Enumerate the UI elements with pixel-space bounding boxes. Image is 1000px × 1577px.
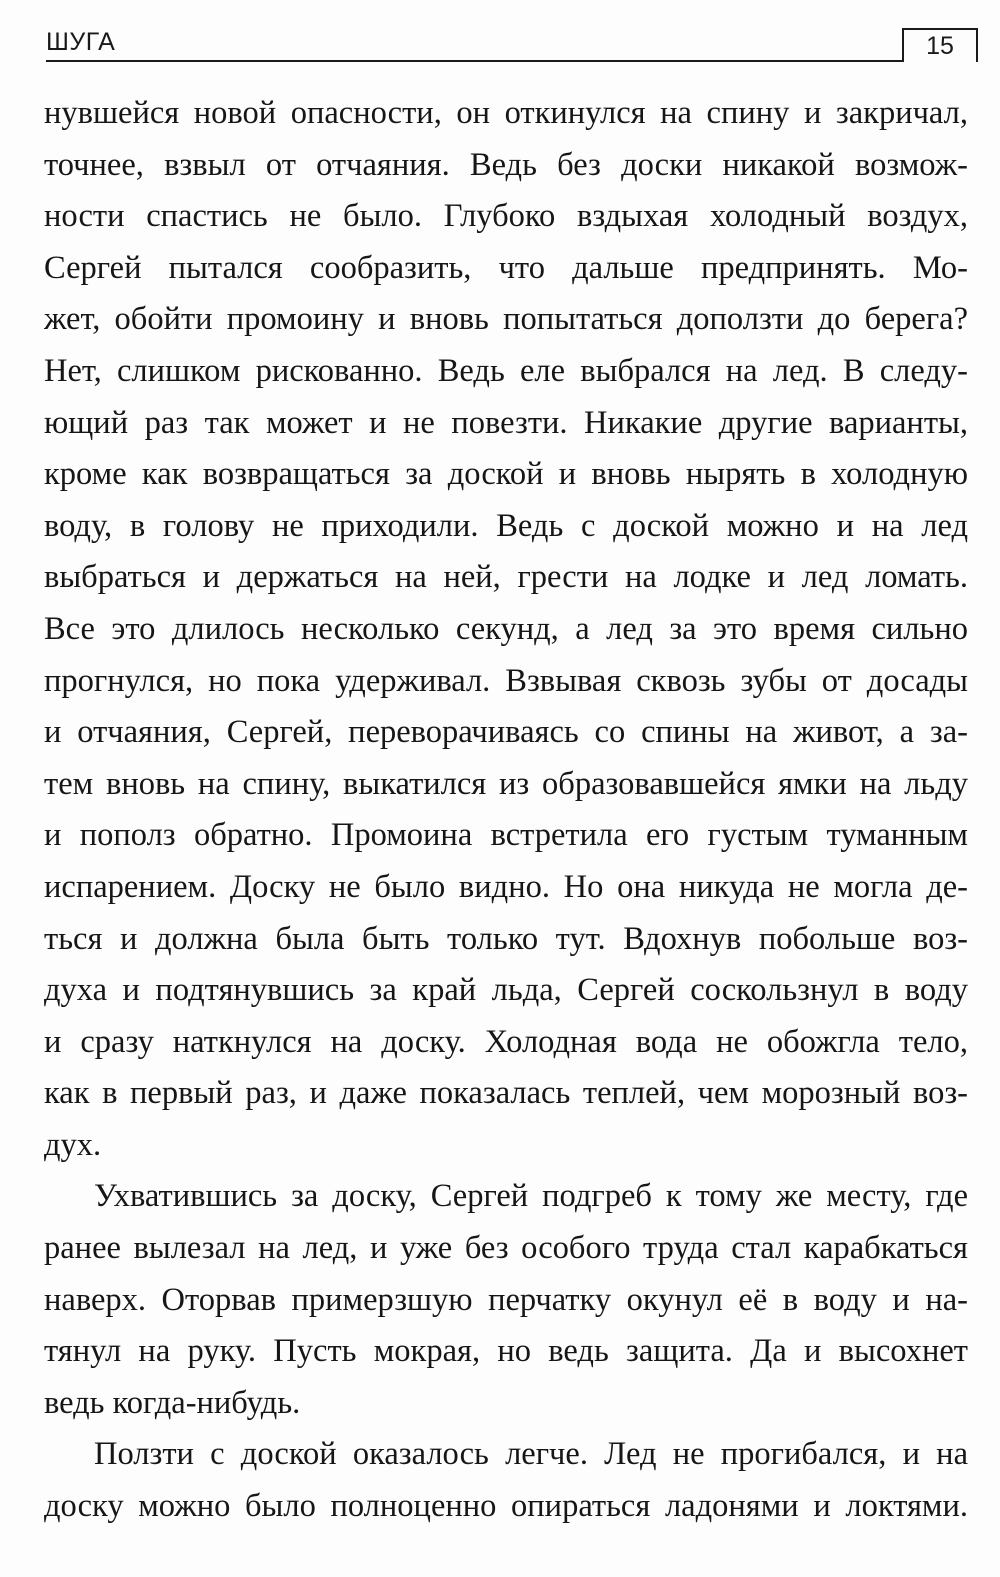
text-line: ранее вылезал на лед, и уже без особого труда стал карабкаться <box>44 1230 968 1267</box>
text-line: тянул на руку. Пусть мокрая, но ведь защита. Да и высохнет <box>44 1333 968 1370</box>
text-line: ться и должна была быть только тут. Вдохнув побольше воз- <box>44 920 968 957</box>
text-line: воду, в голову не приходили. Ведь с доской можно и на лед <box>44 507 968 544</box>
text-line: и отчаяния, Сергей, переворачиваясь со спины на живот, а за- <box>44 714 968 751</box>
text-line: жет, обойти промоину и вновь попытаться доползти до берега? <box>44 301 968 338</box>
text-line: наверх. Оторвав примерзшую перчатку окунул её в воду и на- <box>44 1281 968 1318</box>
text-line: духа и подтянувшись за край льда, Сергей соскользнул в воду <box>44 972 968 1009</box>
text-line: ведь когда-нибудь. <box>44 1384 301 1421</box>
header-rule <box>46 60 904 62</box>
text-line: Ухватившись за доску, Сергей подгреб к тому же месту, где <box>94 1178 968 1215</box>
page-number: 15 <box>902 28 978 62</box>
text-line: тем вновь на спину, выкатился из образовавшейся ямки на льду <box>44 765 968 802</box>
text-line: и пополз обратно. Промоина встретила его густым туманным <box>44 817 968 854</box>
text-line: прогнулся, но пока удерживал. Взвывая сквозь зубы от досады <box>44 662 968 699</box>
paragraph-2 <box>44 1171 968 1429</box>
text-line: дух. <box>44 1126 102 1163</box>
page-header <box>46 20 980 66</box>
text-line: Ползти с доской оказалось легче. Лед не прогибался, и на <box>94 1436 968 1473</box>
text-line: Сергей пытался сообразить, что дальше предпринять. Мо- <box>44 249 968 286</box>
running-title: ШУГА <box>46 28 116 56</box>
text-line: и сразу наткнулся на доску. Холодная вода не обожгла тело, <box>44 1023 968 1060</box>
text-line: ющий раз так может и не повезти. Никакие другие варианты, <box>44 404 968 441</box>
paragraph-1 <box>44 88 968 1171</box>
text-line: кроме как возвращаться за доской и вновь нырять в холодную <box>44 456 968 493</box>
text-line: испарением. Доску не было видно. Но она никуда не могла де- <box>44 868 968 905</box>
text-line: доску можно было полноценно опираться ладонями и локтями. <box>44 1488 968 1525</box>
text-line: выбраться и держаться на ней, грести на лодке и лед ломать. <box>44 559 968 596</box>
text-line: ности спастись не было. Глубоко вздыхая холодный воздух, <box>44 198 968 235</box>
paragraph-3 <box>44 1429 968 1532</box>
body-text <box>44 88 968 1533</box>
text-line: нувшейся новой опасности, он откинулся на спину и закричал, <box>44 95 968 131</box>
text-line: точнее, взвыл от отчаяния. Ведь без доски никакой возмож- <box>44 146 968 183</box>
text-line: Нет, слишком рискованно. Ведь еле выбрался на лед. В следу- <box>44 352 968 389</box>
text-line: Все это длилось несколько секунд, а лед за это время сильно <box>44 610 968 647</box>
text-line: как в первый раз, и даже показалась теплей, чем морозный воз- <box>44 1075 968 1112</box>
